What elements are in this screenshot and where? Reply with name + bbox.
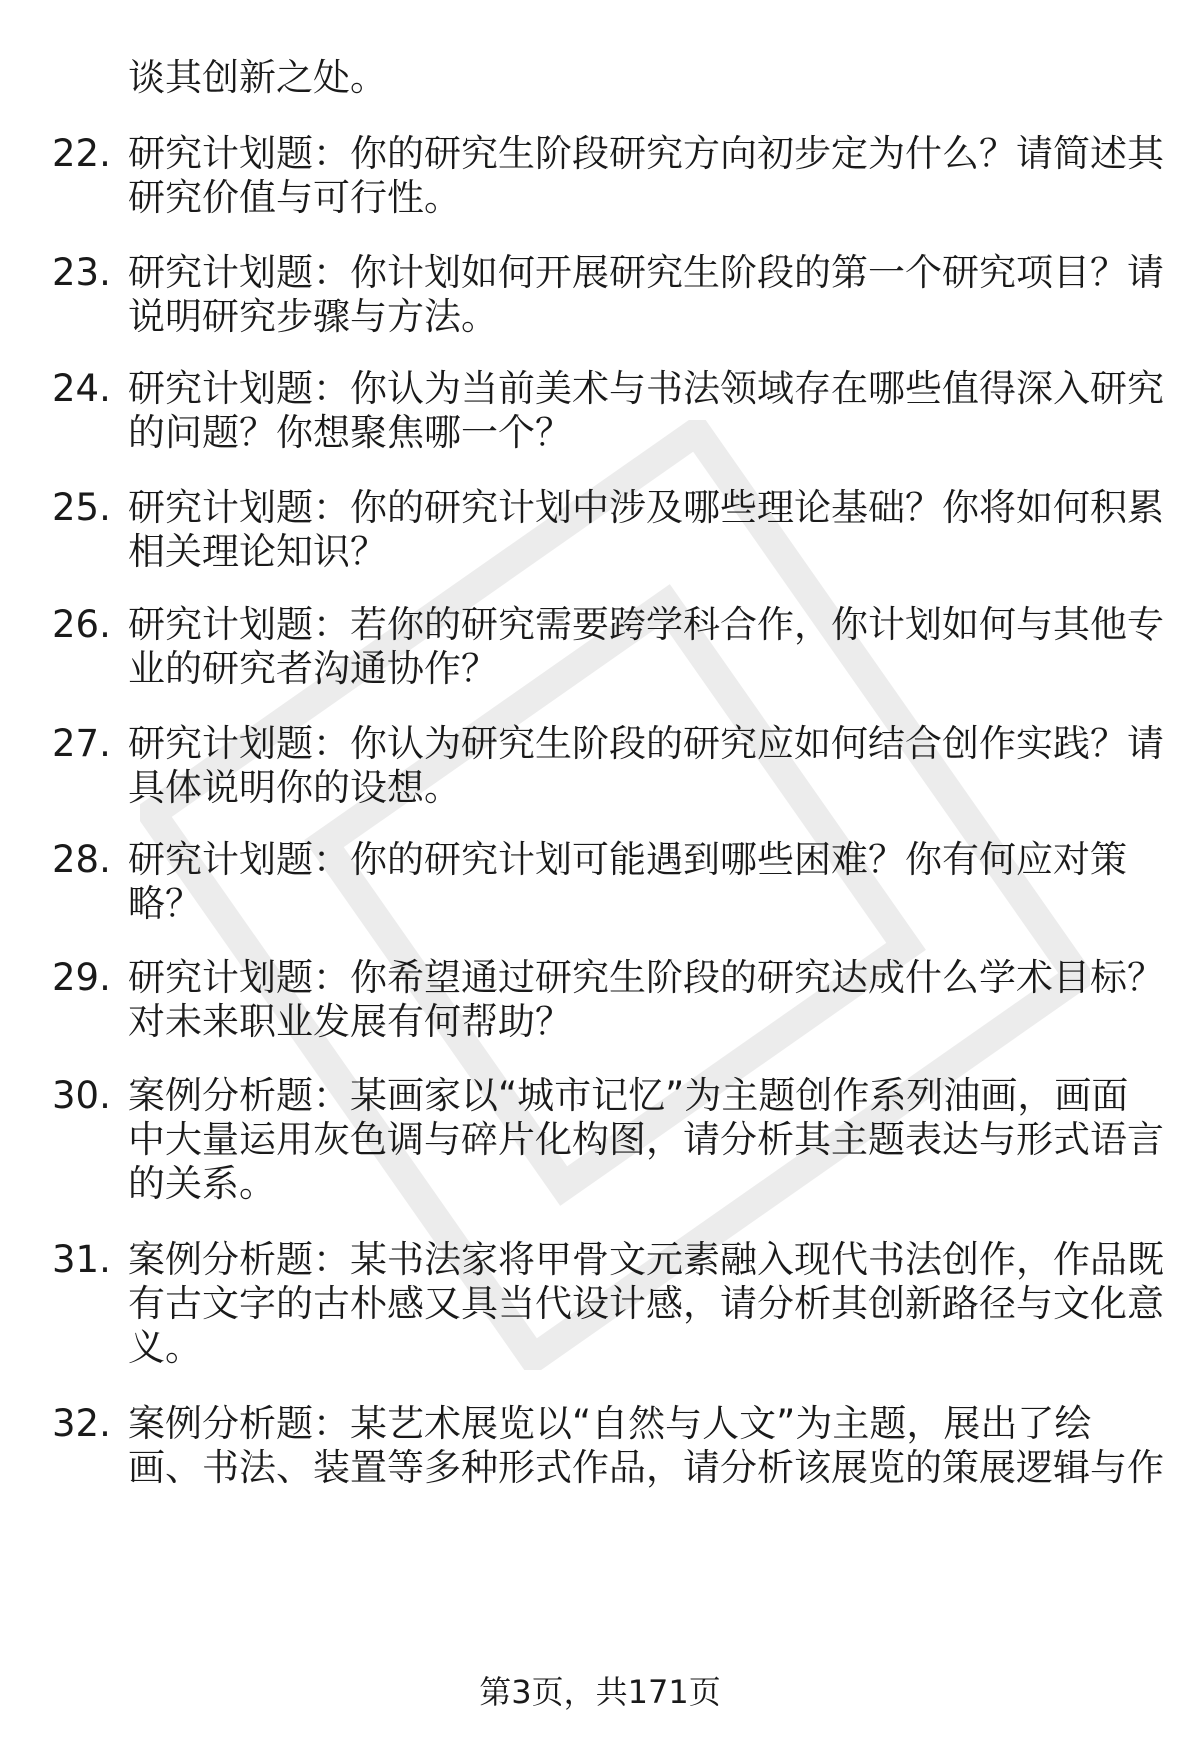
question-number: 31.: [52, 1238, 111, 1281]
question-line: 研究计划题：若你的研究需要跨学科合作，你计划如何与其他专: [128, 603, 1164, 646]
continuation-text: 谈其创新之处。: [128, 56, 387, 99]
question-line: 研究计划题：你认为当前美术与书法领域存在哪些值得深入研究: [128, 367, 1164, 410]
question-line: 有古文字的古朴感又具当代设计感，请分析其创新路径与文化意: [128, 1282, 1164, 1325]
question-line: 中大量运用灰色调与碎片化构图，请分析其主题表达与形式语言: [128, 1118, 1164, 1161]
question-line: 案例分析题：某画家以“城市记忆”为主题创作系列油画，画面: [128, 1074, 1129, 1117]
question-line: 对未来职业发展有何帮助？: [128, 1000, 572, 1043]
question-line: 研究计划题：你计划如何开展研究生阶段的第一个研究项目？请: [128, 251, 1164, 294]
question-number: 29.: [52, 956, 111, 999]
question-line: 说明研究步骤与方法。: [128, 295, 498, 338]
question-line: 画、书法、装置等多种形式作品，请分析该展览的策展逻辑与作: [128, 1446, 1164, 1489]
question-line: 业的研究者沟通协作？: [128, 647, 498, 690]
question-number: 24.: [52, 367, 111, 410]
question-line: 研究计划题：你的研究计划中涉及哪些理论基础？你将如何积累: [128, 486, 1164, 529]
question-line: 案例分析题：某书法家将甲骨文元素融入现代书法创作，作品既: [128, 1238, 1164, 1281]
question-line: 研究计划题：你希望通过研究生阶段的研究达成什么学术目标？: [128, 956, 1164, 999]
question-line: 具体说明你的设想。: [128, 766, 461, 809]
question-number: 22.: [52, 132, 111, 175]
question-number: 23.: [52, 251, 111, 294]
question-line: 研究计划题：你认为研究生阶段的研究应如何结合创作实践？请: [128, 722, 1164, 765]
question-number: 30.: [52, 1074, 111, 1117]
question-line: 义。: [128, 1326, 202, 1369]
question-line: 案例分析题：某艺术展览以“自然与人文”为主题，展出了绘: [128, 1402, 1092, 1445]
page-number-footer: 第3页，共171页: [479, 1673, 721, 1711]
question-line: 研究计划题：你的研究计划可能遇到哪些困难？你有何应对策: [128, 838, 1127, 881]
question-line: 研究价值与可行性。: [128, 176, 461, 219]
question-line: 相关理论知识？: [128, 530, 387, 573]
question-line: 的关系。: [128, 1162, 276, 1205]
question-number: 27.: [52, 722, 111, 765]
question-line: 略？: [128, 882, 202, 925]
question-number: 28.: [52, 838, 111, 881]
question-number: 32.: [52, 1402, 111, 1445]
question-number: 26.: [52, 603, 111, 646]
question-line: 研究计划题：你的研究生阶段研究方向初步定为什么？请简述其: [128, 132, 1164, 175]
question-line: 的问题？你想聚焦哪一个？: [128, 411, 572, 454]
question-number: 25.: [52, 486, 111, 529]
